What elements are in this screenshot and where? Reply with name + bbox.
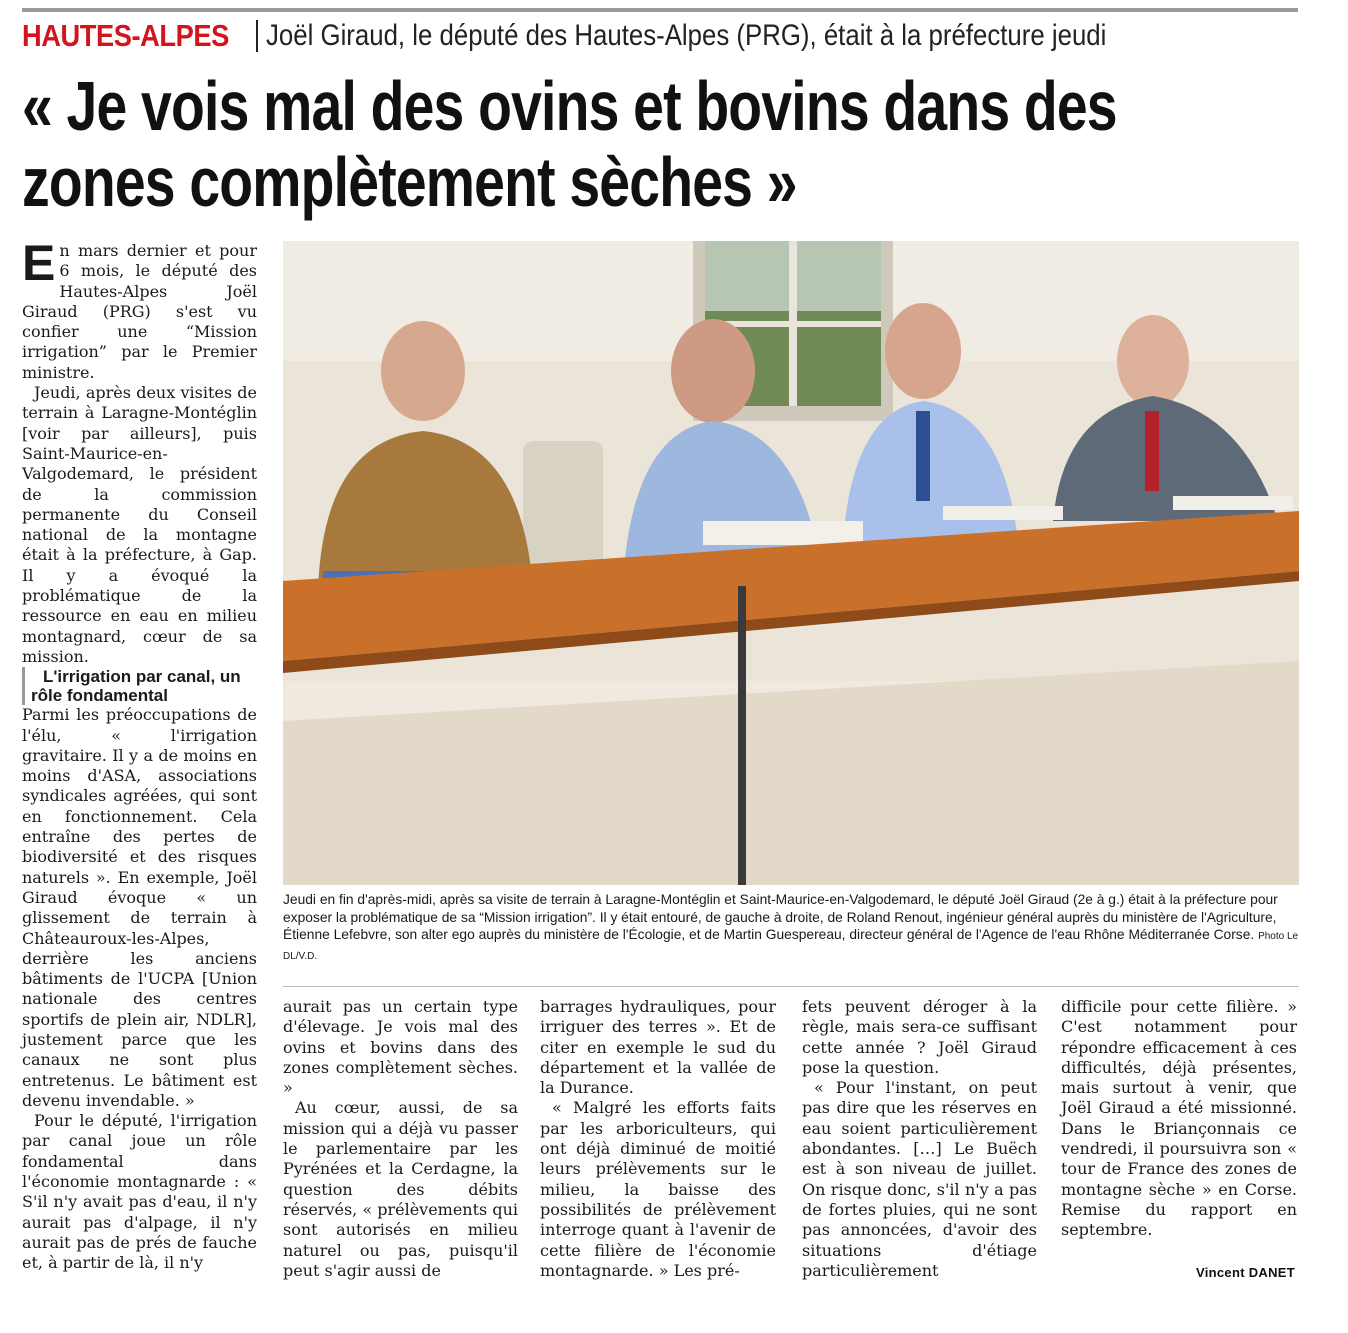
caption-divider [283, 986, 1299, 987]
paragraph: fets peuvent déroger à la règle, mais sera-ce suffisant cette année ? Joël Giraud pose la question. [802, 997, 1037, 1077]
paragraph: Pour le député, l'irrigation par canal joue un rôle fondamental dans l'économie montagnarde : « S'il n'y avait pas d'eau, il n'y aurait pas d'alpage, il n'y aurait pas de prés de fauche et, à partir de là, il n'y [22, 1111, 257, 1273]
intertitle: L'irrigation par canal, un rôle fondamental [22, 667, 257, 705]
text-column-5 [1061, 997, 1297, 1241]
text-column-2 [283, 997, 518, 1281]
photo-caption [283, 891, 1299, 965]
paragraph: aurait pas un certain type d'élevage. Je vois mal des ovins et bovins dans des zones complètement sèches. » [283, 997, 518, 1098]
caption-text: Jeudi en fin d'après-midi, après sa visite de terrain à Laragne-Montéglin et Saint-Maurice-en-Valgodemard, le député Joël Giraud (2e à g.) était à la préfecture pour exposer la problématique de sa “Mission irrigation”. Il y était entouré, de gauche à droite, de Roland Renout, ingénieur général auprès du ministère de l'Agriculture, Étienne Lefebvre, son alter ego auprès du ministère de l'Écologie, et de Martin Guespereau, directeur général de l'Agence de l'eau Rhône Méditerranée Corse. [283, 892, 1278, 943]
kicker-divider [256, 20, 258, 52]
author-signature: Vincent DANET [1196, 1265, 1296, 1280]
paragraph: barrages hydrauliques, pour irriguer des terres ». Et de citer en exemple le sud du département et la vallée de la Durance. [540, 997, 776, 1098]
paragraph: « Pour l'instant, on peut pas dire que les réserves en eau soient particulièrement abondantes. […] Le Buëch est à son niveau de juillet. On risque donc, s'il n'y a pas de fortes pluies, qui ne sont pas annoncées, d'avoir des situations d'étiage particulièrement [802, 1078, 1037, 1280]
text-column-4 [802, 997, 1037, 1281]
press-photo [283, 241, 1299, 885]
paragraph: Jeudi, après deux visites de terrain à Laragne-Montéglin [voir par ailleurs], puis Saint-Maurice-en-Valgodemard, le président de la commission permanente du Conseil national de la montagne était à la préfecture, à Gap. Il y a évoqué la problématique de la ressource en eau en milieu montagnard, cœur de sa mission. [22, 383, 257, 666]
drop-cap: E [22, 235, 56, 291]
kicker [22, 14, 1243, 58]
article-headline: « Je vois mal des ovins et bovins dans des zones complètement sèches » [22, 67, 1117, 221]
paragraph: « Malgré les efforts faits par les arboriculteurs, qui ont déjà diminué de moitié leurs prélèvements sur le milieu, la baisse des possibilités de prélèvement interroge quant à l'avenir de cette filière de l'économie montagnarde. » Les pré- [540, 1098, 776, 1280]
section-label: HAUTES-ALPES [22, 18, 229, 53]
paragraph: En mars dernier et pour 6 mois, le député des Hautes-Alpes Joël Giraud (PRG) s'est vu confier une “Mission irrigation” par le Premier ministre. [22, 235, 257, 382]
article-subhead: Joël Giraud, le député des Hautes-Alpes (PRG), était à la préfecture jeudi [266, 19, 1107, 52]
paragraph: Au cœur, aussi, de sa mission qui a déjà vu passer le parlementaire par les Pyrénées et la Cerdagne, la question des débits réservés, « prélèvements qui sont autorisés en milieu naturel ou pas, puisqu'il peut s'agir aussi de [283, 1098, 518, 1280]
photo-credit: Photo Le DL/V.D. [283, 931, 1299, 962]
paragraph: difficile pour cette filière. » C'est notamment pour répondre efficacement à ces difficultés, déjà présentes, mais surtout à venir, que Joël Giraud a été missionné. Dans le Briançonnais ce vendredi, il poursuivra son « tour de France des zones de montagne sèche » en Corse. Remise du rapport en septembre. [1061, 997, 1297, 1240]
paragraph: Parmi les préoccupations de l'élu, « l'irrigation gravitaire. Il y a de moins en moins d'ASA, associations syndicales agréées, qui sont en fonctionnement. Cela entraîne des pertes de biodiversité et des risques naturels ». En exemple, Joël Giraud évoque « un glissement de terrain à Châteauroux-les-Alpes, derrière les anciens bâtiments de l'UCPA [Union nationale des centres sportifs de plein air, NDLR], justement parce que les canaux ne sont plus entretenus. Le bâtiment est devenu invendable. » [22, 705, 257, 1110]
top-rule [22, 8, 1298, 12]
text-column-3 [540, 997, 776, 1281]
text-column-1 [22, 235, 257, 1274]
meeting-photo-illustration [283, 241, 1299, 885]
